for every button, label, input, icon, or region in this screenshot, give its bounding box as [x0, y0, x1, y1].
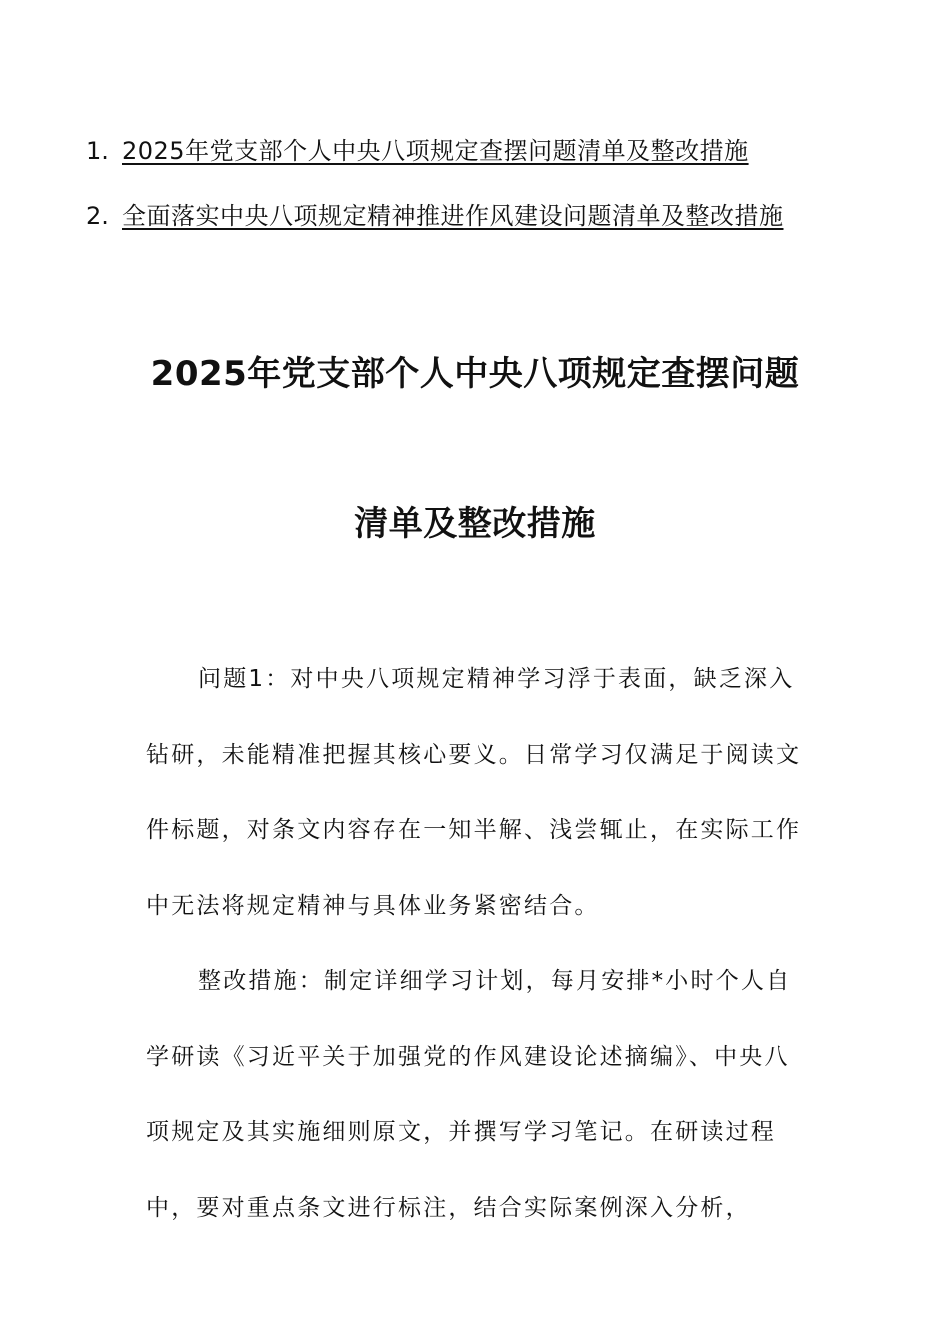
document-title-line-2: 清单及整改措施: [354, 504, 596, 544]
paragraph-rectification-1: 整改措施：制定详细学习计划，每月安排*小时个人自学研读《习近平关于加强党的作风建设论述摘编》、中央八项规定及其实施细则原文，并撰写学习笔记。在研读过程中，要对重点条文进行标注，结合实际案例深入分析，: [146, 968, 792, 1221]
toc-item-1: [86, 126, 806, 176]
toc-number: 1.: [86, 137, 109, 165]
document-body: [146, 642, 806, 1246]
toc-item-2: [86, 178, 806, 254]
toc-number: 2.: [86, 202, 109, 230]
toc-link-2[interactable]: 全面落实中央八项规定精神推进作风建设问题清单及整改措施: [122, 202, 784, 230]
toc-link-1[interactable]: 2025年党支部个人中央八项规定查摆问题清单及整改措施: [122, 137, 749, 165]
document-title-line-1: 2025年党支部个人中央八项规定查摆问题: [150, 354, 800, 394]
paragraph-problem-1: 问题1：对中央八项规定精神学习浮于表面，缺乏深入钻研，未能精准把握其核心要义。日常学习仅满足于阅读文件标题，对条文内容存在一知半解、浅尝辄止，在实际工作中无法将规定精神与具体业务紧密结合。: [146, 666, 802, 919]
table-of-contents: [86, 126, 806, 254]
